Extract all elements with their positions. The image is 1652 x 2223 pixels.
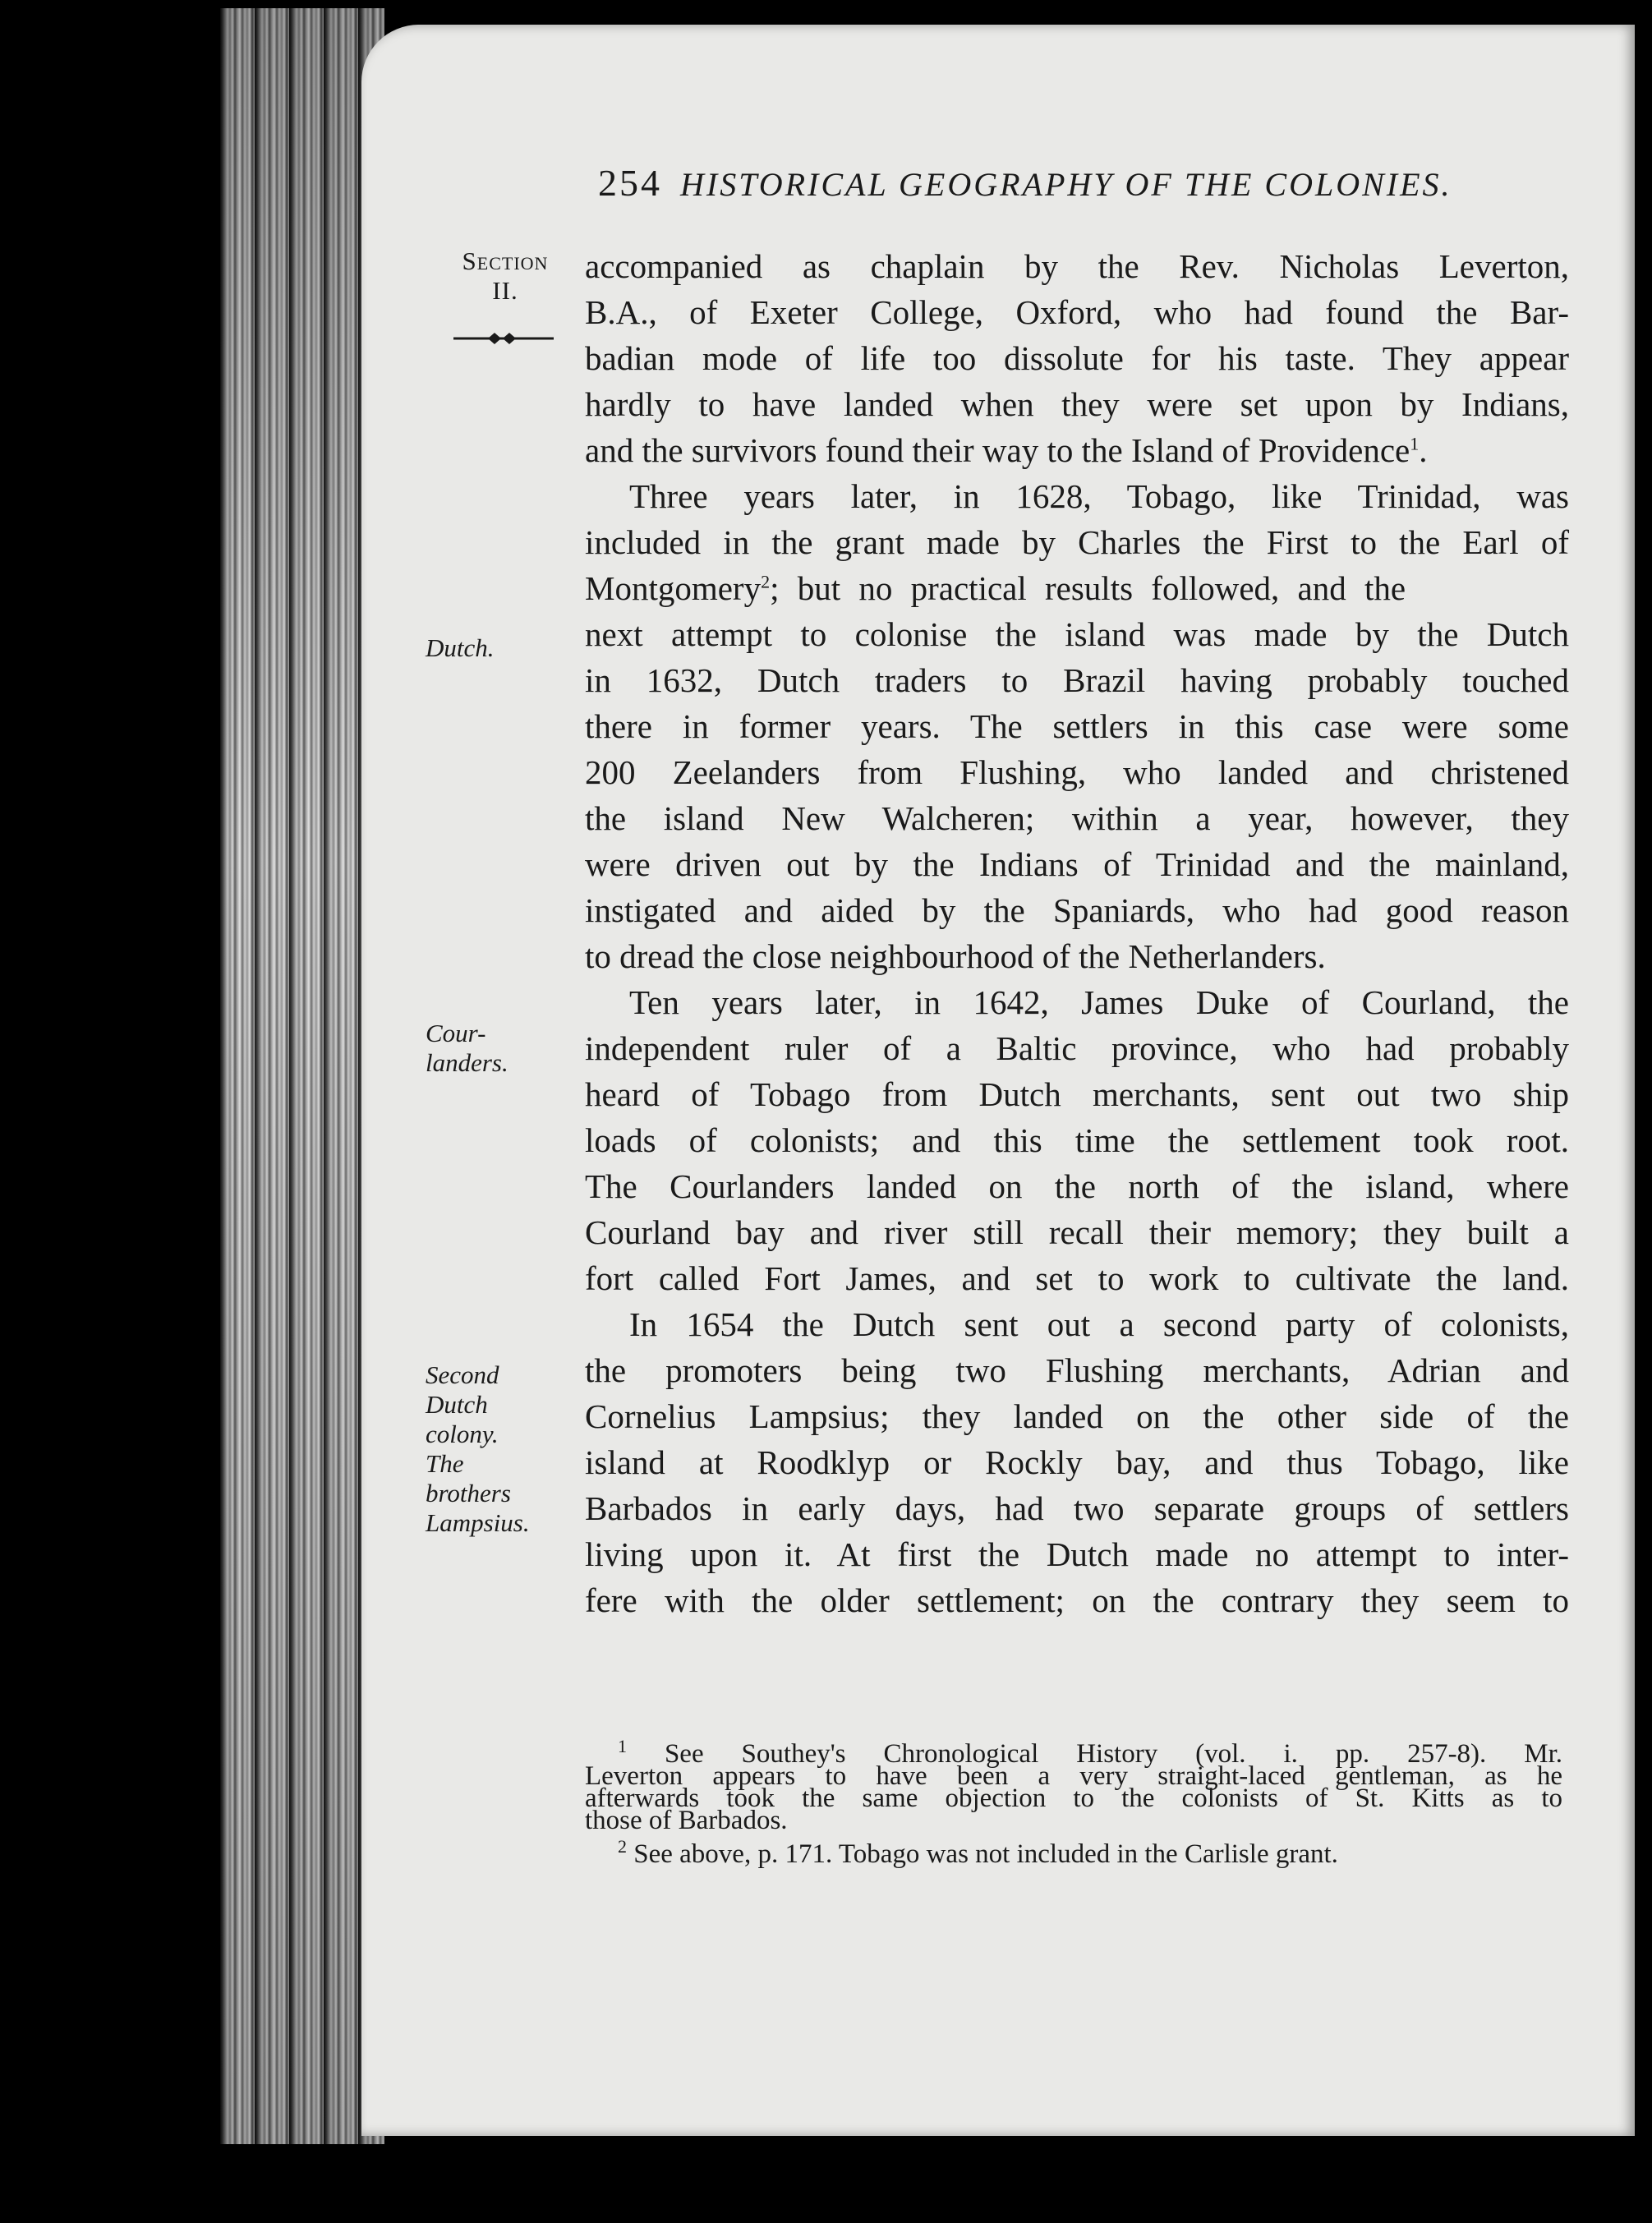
text-line: accompanied as chaplain by the Rev. Nicholas Leverton, — [585, 247, 1569, 285]
footnote-line: afterwards took the same objection to the colonists of St. Kitts as to — [585, 1783, 1562, 1813]
text-line: and the survivors found their way to the Island of Providence$^1$. — [585, 431, 1428, 469]
text-line: hardly to have landed when they were set upon by Indians, — [585, 385, 1569, 423]
sidenote-second-dutch-colony — [426, 1360, 569, 1538]
text-line: In 1654 the Dutch sent out a second party of colonists, — [629, 1305, 1569, 1343]
text-line: to dread the close neighbourhood of the Netherlanders. — [585, 937, 1326, 975]
footnote-line — [585, 1836, 1562, 1869]
sidenote-line: Dutch. — [426, 633, 495, 662]
text-line: fere with the older settlement; on the contrary they seem to — [585, 1581, 1569, 1619]
sidenote-dutch — [426, 633, 569, 663]
footnote-text: See Southey's Chronological History (vol. i. pp. 257-8). Mr. — [664, 1739, 1563, 1769]
sidenote-line: landers. — [426, 1048, 508, 1077]
sidenote-line: Dutch — [426, 1390, 488, 1419]
text-line: Ten years later, in 1642, James Duke of Courland, the — [629, 983, 1569, 1021]
body-text — [585, 243, 1569, 1623]
sidenote-line: The — [426, 1449, 464, 1478]
sidenote-courlanders — [426, 1019, 569, 1078]
section-label — [444, 246, 567, 306]
footnotes — [585, 1736, 1563, 1869]
text-line: Courland bay and river still recall their memory; they built a — [585, 1213, 1569, 1251]
text-line: Three years later, in 1628, Tobago, like Trinidad, was — [629, 477, 1569, 515]
text-line-content: ; but no practical results followed, and the — [770, 569, 1406, 607]
text-line: the island New Walcheren; within a year, however, they — [585, 799, 1569, 837]
text-line: Cornelius Lampsius; they landed on the other side of the — [585, 1397, 1569, 1435]
footnote-line: Leverton appears to have been a very straight-laced gentleman, as he — [585, 1761, 1562, 1791]
footnote-mark: 1 — [618, 1736, 627, 1756]
text-line: The Courlanders landed on the north of the island, where — [585, 1167, 1569, 1205]
footnote-ref: 1 — [1410, 433, 1420, 454]
text-line: there in former years. The settlers in this case were some — [585, 707, 1569, 745]
text-line: heard of Tobago from Dutch merchants, sent out two ship — [585, 1075, 1569, 1113]
sidenote-line: brothers — [426, 1479, 511, 1507]
text-line: 200 Zeelanders from Flushing, who landed and christened — [585, 753, 1569, 791]
section-ornament-rule — [453, 330, 554, 347]
sidenote-line: Second — [426, 1360, 499, 1389]
text-line: island at Roodklyp or Rockly bay, and thus Tobago, like — [585, 1443, 1569, 1481]
text-line-content: and the survivors found their way to the Island of Providence — [585, 431, 1410, 469]
text-line: included in the grant made by Charles the First to the Earl of — [585, 523, 1569, 561]
text-line: the promoters being two Flushing merchants, Adrian and — [585, 1351, 1569, 1389]
text-line: independent ruler of a Baltic province, who had probably — [585, 1029, 1569, 1067]
text-line: badian mode of life too dissolute for his taste. They appear — [585, 339, 1569, 377]
section-label-number: II. — [492, 276, 518, 305]
text-line: living upon it. At first the Dutch made no attempt to inter- — [585, 1535, 1569, 1573]
sidenote-line: Cour- — [426, 1019, 486, 1047]
running-head — [598, 161, 1535, 214]
text-line: Barbados in early days, had two separate groups of settlers — [585, 1489, 1569, 1527]
footnote-text: See above, p. 171. Tobago was not included in the Carlisle grant. — [633, 1839, 1338, 1869]
text-line-content: Montgomery — [585, 569, 762, 607]
text-line — [585, 565, 1569, 611]
text-line: B.A., of Exeter College, Oxford, who had found the Bar- — [585, 293, 1569, 331]
sidenote-line: Lampsius. — [426, 1508, 530, 1537]
footnote-line: those of Barbados. — [585, 1806, 788, 1835]
footnote-mark: 2 — [618, 1836, 627, 1857]
binding-shadow — [220, 8, 384, 2144]
text-line: fort called Fort James, and set to work to cultivate the land. — [585, 1259, 1569, 1297]
text-line: loads of colonists; and this time the settlement took root. — [585, 1121, 1569, 1159]
page-number: 254 — [598, 162, 662, 204]
text-line: instigated and aided by the Spaniards, who had good reason — [585, 891, 1569, 929]
text-line: in 1632, Dutch traders to Brazil having probably touched — [585, 661, 1569, 699]
running-head-title: HISTORICAL GEOGRAPHY OF THE COLONIES. — [680, 166, 1452, 203]
sidenote-line: colony. — [426, 1420, 499, 1448]
text-line: next attempt to colonise the island was made by the Dutch — [585, 615, 1569, 653]
footnote-ref: 2 — [761, 571, 771, 592]
text-line: were driven out by the Indians of Trinidad and the mainland, — [585, 845, 1569, 883]
section-label-word: Section — [462, 246, 549, 275]
